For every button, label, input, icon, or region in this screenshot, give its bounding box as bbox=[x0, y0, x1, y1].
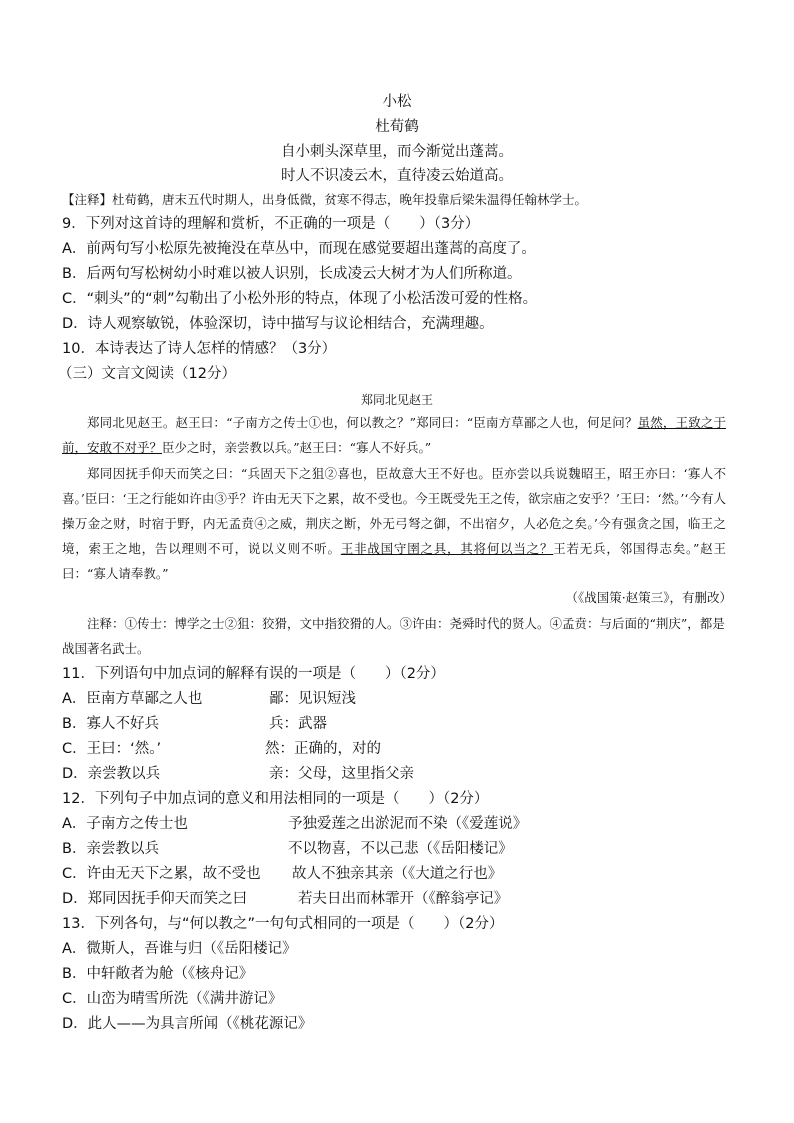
question-13-option-a: A．微斯人，吾谁与归（《岳阳楼记》 bbox=[62, 941, 297, 957]
poem-author: 杜荀鹤 bbox=[375, 119, 419, 135]
question-12-stem: 12．下列句子中加点词的意义和用法相同的一项是（ ）（2分） bbox=[62, 791, 489, 807]
section-3-heading: （三）文言文阅读（12分） bbox=[58, 366, 236, 382]
q11-c-left: C．王曰：‘然。’ bbox=[62, 741, 162, 757]
question-12-row-b bbox=[62, 839, 732, 859]
q11-d-left: D．亲尝教以兵 bbox=[62, 766, 161, 782]
question-9-option-a: A．前两句写小松原先被掩没在草丛中，而现在感觉要超出蓬蒿的高度了。 bbox=[62, 241, 536, 257]
q12-b-left: B．亲尝教以兵 bbox=[62, 841, 159, 857]
q12-c-left: C．许由无天下之累，故不受也 bbox=[62, 866, 261, 882]
p1-underline-a: 虽 bbox=[637, 415, 651, 430]
classical-notes: 注释：①传士：博学之士②狙：狡猾，文中指狡猾的人。③许由：尧舜时代的贤人。④孟贲：与后面的“荆庆”，都是战国著名武士。 bbox=[62, 616, 725, 656]
question-10-stem: 10．本诗表达了诗人怎样的情感？（3分） bbox=[62, 341, 337, 357]
question-13-option-d: D．此人——为具言所闻（《桃花源记》 bbox=[62, 1016, 313, 1032]
question-9-option-b: B．后两句写松树幼小时难以被人识别，长成凌云大树才为人们所称道。 bbox=[62, 266, 522, 282]
question-13-option-c: C．山峦为晴雪所洗（《满井游记》 bbox=[62, 991, 283, 1007]
classical-title: 郑同北见赵王 bbox=[360, 393, 433, 407]
classical-paragraph-2 bbox=[62, 461, 726, 586]
q11-b-left: B．寡人不好兵 bbox=[62, 716, 159, 732]
p2-text-a: 郑同因抚手仰天而笑之曰：“兵固天下之狙②喜也，臣故意大王不好也。臣亦尝以兵说魏昭王，昭王亦曰：‘寡人不喜。’臣曰：‘王之行能如许由③乎？许由无天下之累，故不受也。今王既受先王之传，欲宗庙之安乎？’王曰：‘然。’‘今有人操万金之财，时宿于野，内无孟贲④之威，荆庆之断，外无弓弩之御，不出宿夕，人必危之矣。’今有强贪之国，临王之境，索王之地，告以理则不可，说以义则不听。 bbox=[62, 466, 726, 556]
p1-underline-b: 然，王致之于前，安敢不对乎？ bbox=[62, 415, 726, 455]
question-11-stem: 11．下列语句中加点词的解释有误的一项是（ ）（2分） bbox=[62, 666, 445, 682]
classical-paragraph-1 bbox=[62, 410, 726, 460]
question-11-row-b bbox=[62, 714, 732, 734]
p1-text-c: 臣少之时，亲尝教以兵。”赵王曰：“寡人不好兵。” bbox=[162, 440, 432, 455]
question-13-option-b: B．中轩敞者为舱（《核舟记》 bbox=[62, 966, 254, 982]
p2-underline: 王非战国守圉之具，其将何以当之？ bbox=[340, 541, 554, 556]
q12-d-right: 若夫日出而林霏开（《醉翁亭记》 bbox=[298, 891, 509, 907]
q12-a-left: A．子南方之传士也 bbox=[62, 816, 188, 832]
question-11-row-c bbox=[62, 739, 732, 759]
question-13-stem: 13．下列各句，与“何以教之”一句句式相同的一项是（ ）（2分） bbox=[62, 916, 504, 932]
q12-b-right: 不以物喜，不以己悲（《岳阳楼记》 bbox=[288, 841, 513, 857]
q11-a-right: 鄙：见识短浅 bbox=[269, 691, 356, 707]
poem-line-2: 时人不识凌云木，直待凌云始道高。 bbox=[281, 168, 513, 184]
q11-d-right: 亲：父母，这里指父亲 bbox=[269, 766, 414, 782]
q11-a-left: A．臣南方草鄙之人也 bbox=[62, 691, 203, 707]
q11-c-right: 然：正确的，对的 bbox=[265, 741, 381, 757]
poem-note: 【注释】杜荀鹤，唐末五代时期人，出身低微，贫寒不得志，晚年投靠后梁朱温得任翰林学士。 bbox=[62, 192, 588, 207]
q11-b-right: 兵：武器 bbox=[269, 716, 327, 732]
question-12-row-d bbox=[62, 889, 732, 909]
poem-line-1: 自小刺头深草里，而今渐觉出蓬蒿。 bbox=[281, 144, 513, 160]
question-9-option-c: C．“刺头”的“刺”勾勒出了小松外形的特点，体现了小松活泼可爱的性格。 bbox=[62, 291, 538, 307]
question-9-stem: 9．下列对这首诗的理解和赏析，不正确的一项是（ ）（3分） bbox=[62, 216, 480, 232]
classical-source: （《战国策·赵策三》，有删改） bbox=[565, 590, 732, 605]
q12-d-left: D．郑同因抚手仰天而笑之曰 bbox=[62, 891, 248, 907]
question-12-row-a bbox=[62, 814, 732, 834]
question-9-option-d: D．诗人观察敏锐，体验深切，诗中描写与议论相结合，充满理趣。 bbox=[62, 316, 494, 332]
question-12-row-c bbox=[62, 864, 732, 884]
p2-text-b: 王若无兵，邻国得志矣。”赵王曰：“寡人请奉教。” bbox=[62, 541, 726, 581]
q12-c-right: 故人不独亲其亲（《大道之行也》 bbox=[292, 866, 503, 882]
question-11-row-a bbox=[62, 689, 732, 709]
q12-a-right: 予独爱莲之出淤泥而不染（《爱莲说》 bbox=[288, 816, 528, 832]
poem-title: 小松 bbox=[382, 94, 412, 110]
p1-text-a: 郑同北见赵王。赵王曰：“子南方之传士①也，何以教之？”郑同曰：“臣南方草鄙之人也，何足问？ bbox=[87, 415, 638, 430]
question-11-row-d bbox=[62, 764, 732, 784]
